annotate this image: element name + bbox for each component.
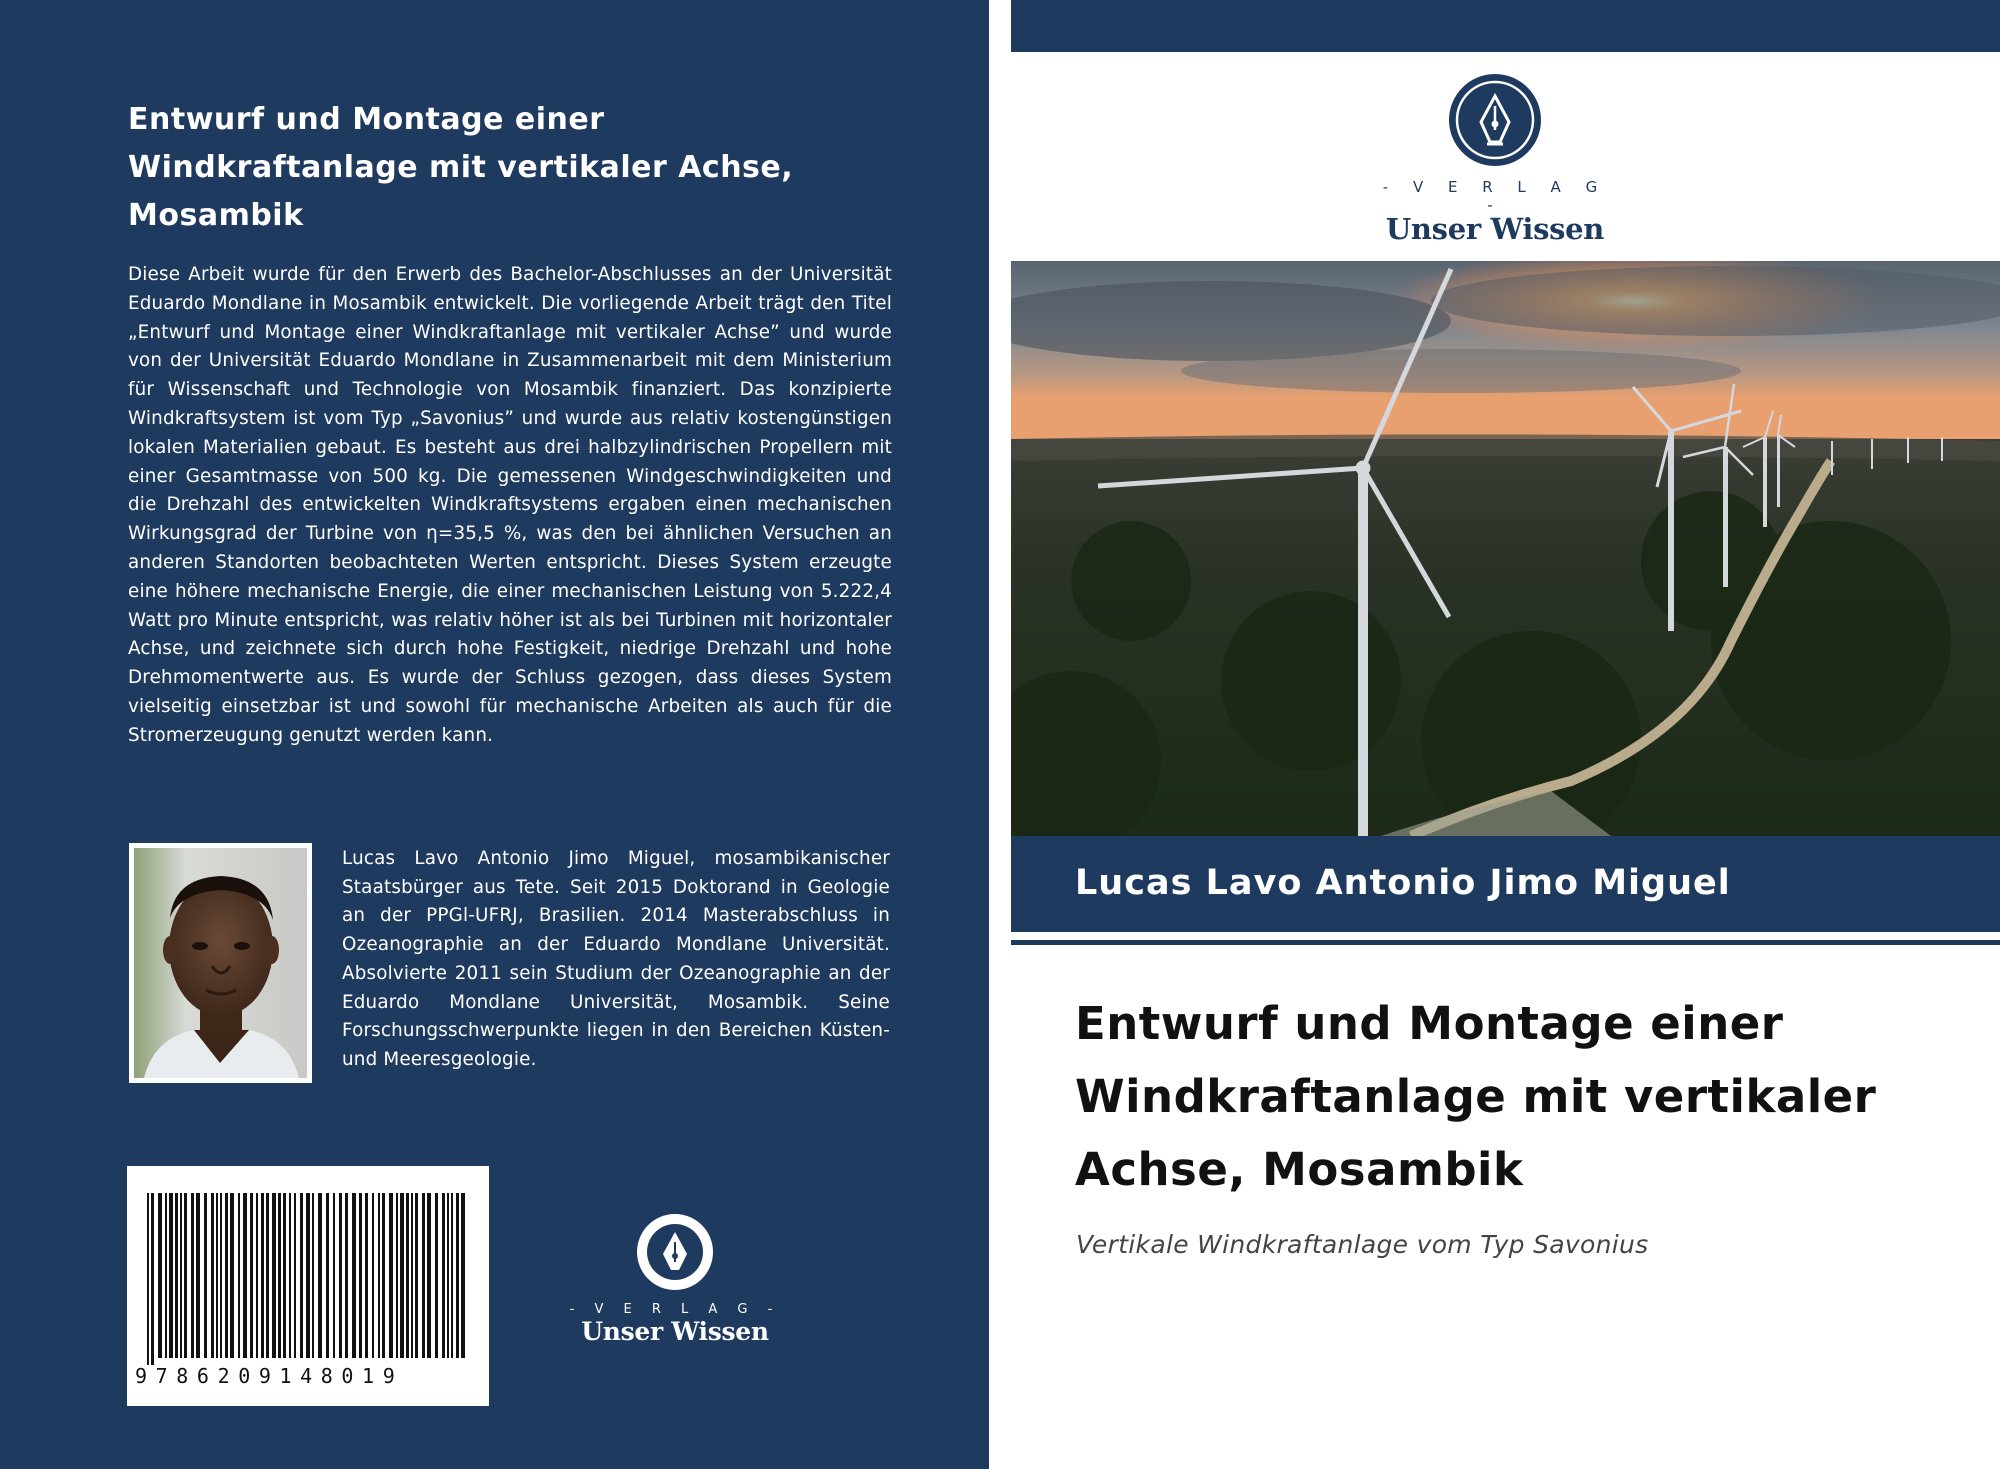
barcode-bar	[427, 1193, 431, 1358]
barcode-bar	[339, 1193, 342, 1358]
barcode-bar	[300, 1193, 303, 1358]
barcode-bar	[261, 1193, 264, 1358]
barcode-bar	[326, 1193, 329, 1358]
publisher-brand: Unser Wissen	[581, 1317, 769, 1346]
barcode-bar	[278, 1193, 281, 1358]
barcode-bar	[382, 1193, 385, 1358]
barcode-bar	[422, 1193, 425, 1358]
barcode-bar	[184, 1193, 187, 1358]
wind-farm-landscape-image	[1011, 261, 2000, 836]
author-name: Lucas Lavo Antonio Jimo Miguel	[1075, 863, 1731, 903]
barcode-bar	[204, 1193, 207, 1358]
book-subtitle: Vertikale Windkraftanlage vom Typ Savonius	[1076, 1230, 1649, 1259]
barcode-bar	[180, 1193, 182, 1358]
barcode-bar	[378, 1193, 380, 1358]
isbn-number: 9786209148019	[135, 1364, 404, 1388]
barcode-bar	[147, 1193, 149, 1365]
isbn-barcode	[127, 1166, 489, 1406]
barcode-bar	[365, 1193, 368, 1358]
barcode-bar	[220, 1193, 222, 1358]
barcode-bar	[250, 1193, 253, 1358]
barcode-bar	[345, 1193, 348, 1358]
barcode-bar	[359, 1193, 362, 1358]
verlag-label: - V E R L A G -	[1382, 178, 1608, 214]
back-cover-blurb: Diese Arbeit wurde für den Erwerb des Bachelor-Abschlusses an der Universität Eduardo Mondlane in Mosambik entwickelt. Die vorliegende Arbeit trägt den Titel „Entwurf und Montage einer Windkraftanlage mit vertikaler Achse” und wurde von der Universität Eduardo Mondlane in Zusammenarbeit mit dem Ministerium für Wissenschaft und Technologie von Mosambik finanziert. Das konzipierte Windkraftsystem ist vom Typ „Savonius” und wurde aus relativ kostengünstigen lokalen Materialien gebaut. Es besteht aus drei halbzylindrischen Propellern mit einer Gesamtmasse von 500 kg. Die gemessenen Windgeschwindigkeiten und die Drehzahl des entwickelten Windkraftsystems ergaben einen mechanischen Wirkungsgrad der Turbine von η=35,5 %, was den bei ähnlichen Versuchen an anderen Standorten beobachteten Werten entspricht. Dieses System erzeugte eine höhere mechanische Energie, die einer mechanischen Leistung von 5.222,4 Watt pro Minute entspricht, was relativ höher ist als bei Turbinen mit horizontaler Achse, und zeichnete sich durch hohe Festigkeit, niedrige Drehzahl und hohe Drehmomentwerte aus. Es wurde der Schluss gezogen, dass dieses System vielseitig einsetzbar ist und sowohl für mechanische Arbeiten als auch für die Stromerzeugung genutzt werden kann.	[128, 264, 892, 746]
barcode-bar	[175, 1193, 178, 1358]
barcode-bar	[372, 1193, 374, 1358]
back-publisher-logo	[560, 1212, 790, 1346]
barcode-bar	[289, 1193, 291, 1358]
front-publisher-logo	[1370, 72, 1620, 246]
author-band	[1011, 836, 2000, 932]
barcode-bar	[272, 1193, 276, 1358]
barcode-bar	[196, 1193, 200, 1358]
barcode-bar	[406, 1193, 409, 1358]
author-portrait-image	[134, 848, 307, 1078]
spine-gap	[989, 0, 1011, 1469]
barcode-bar	[312, 1193, 314, 1358]
barcode-bar	[266, 1193, 269, 1358]
fountain-pen-nib-icon	[635, 1212, 715, 1292]
barcode-bar	[396, 1193, 398, 1358]
barcode-bar	[318, 1193, 322, 1358]
author-photo	[129, 843, 312, 1083]
barcode-bar	[435, 1193, 438, 1358]
barcode-bar	[415, 1193, 418, 1358]
barcode-bar	[191, 1193, 194, 1358]
cover-photo-wind-turbines	[1011, 261, 2000, 836]
barcode-bar	[151, 1193, 154, 1365]
publisher-brand: Unser Wissen	[1385, 212, 1605, 246]
barcode-bar	[243, 1193, 247, 1358]
barcode-bar	[158, 1193, 162, 1358]
fountain-pen-nib-icon	[1447, 72, 1543, 168]
barcode-bar	[169, 1193, 173, 1358]
barcode-bar	[216, 1193, 218, 1358]
barcode-bar	[461, 1193, 465, 1358]
barcode-bar	[442, 1193, 445, 1358]
barcode-bar	[456, 1193, 459, 1358]
divider-rule	[1011, 940, 2000, 945]
barcode-bar	[294, 1193, 296, 1358]
barcode-bar	[306, 1193, 310, 1358]
barcode-bar	[225, 1193, 228, 1358]
barcode-bar	[389, 1193, 393, 1358]
barcode-bar	[283, 1193, 286, 1358]
barcode-bars	[127, 1166, 489, 1366]
verlag-label: - V E R L A G -	[569, 1302, 781, 1317]
barcode-bar	[211, 1193, 214, 1358]
author-biography: Lucas Lavo Antonio Jimo Miguel, mosambikanischer Staatsbürger aus Tete. Seit 2015 Doktorand in Geologie an der PPGl-UFRJ, Brasilien. 2014 Masterabschluss in Ozeanographie an der Eduardo Mondlane Universität. Absolvierte 2011 sein Studium der Ozeanographie an der Eduardo Mondlane Universität, Mosambik. Seine Forschungsschwerpunkte liegen in den Bereichen Küsten- und Meeresgeologie.	[342, 848, 890, 1070]
barcode-bar	[165, 1193, 167, 1358]
barcode-bar	[411, 1193, 413, 1358]
barcode-bar	[447, 1193, 449, 1358]
barcode-bar	[256, 1193, 258, 1358]
barcode-bar	[352, 1193, 356, 1358]
book-title: Entwurf und Montage einer Windkraftanlage mit vertikaler Achse, Mosambik	[1075, 997, 1877, 1196]
back-cover-title: Entwurf und Montage einer Windkraftanlage mit vertikaler Achse, Mosambik	[128, 102, 794, 233]
barcode-bar	[333, 1193, 335, 1358]
back-cover	[0, 0, 989, 1469]
barcode-bar	[230, 1193, 234, 1358]
barcode-bar	[238, 1193, 240, 1358]
front-top-bar	[1011, 0, 2000, 52]
barcode-bar	[451, 1193, 453, 1358]
barcode-bar	[400, 1193, 404, 1358]
